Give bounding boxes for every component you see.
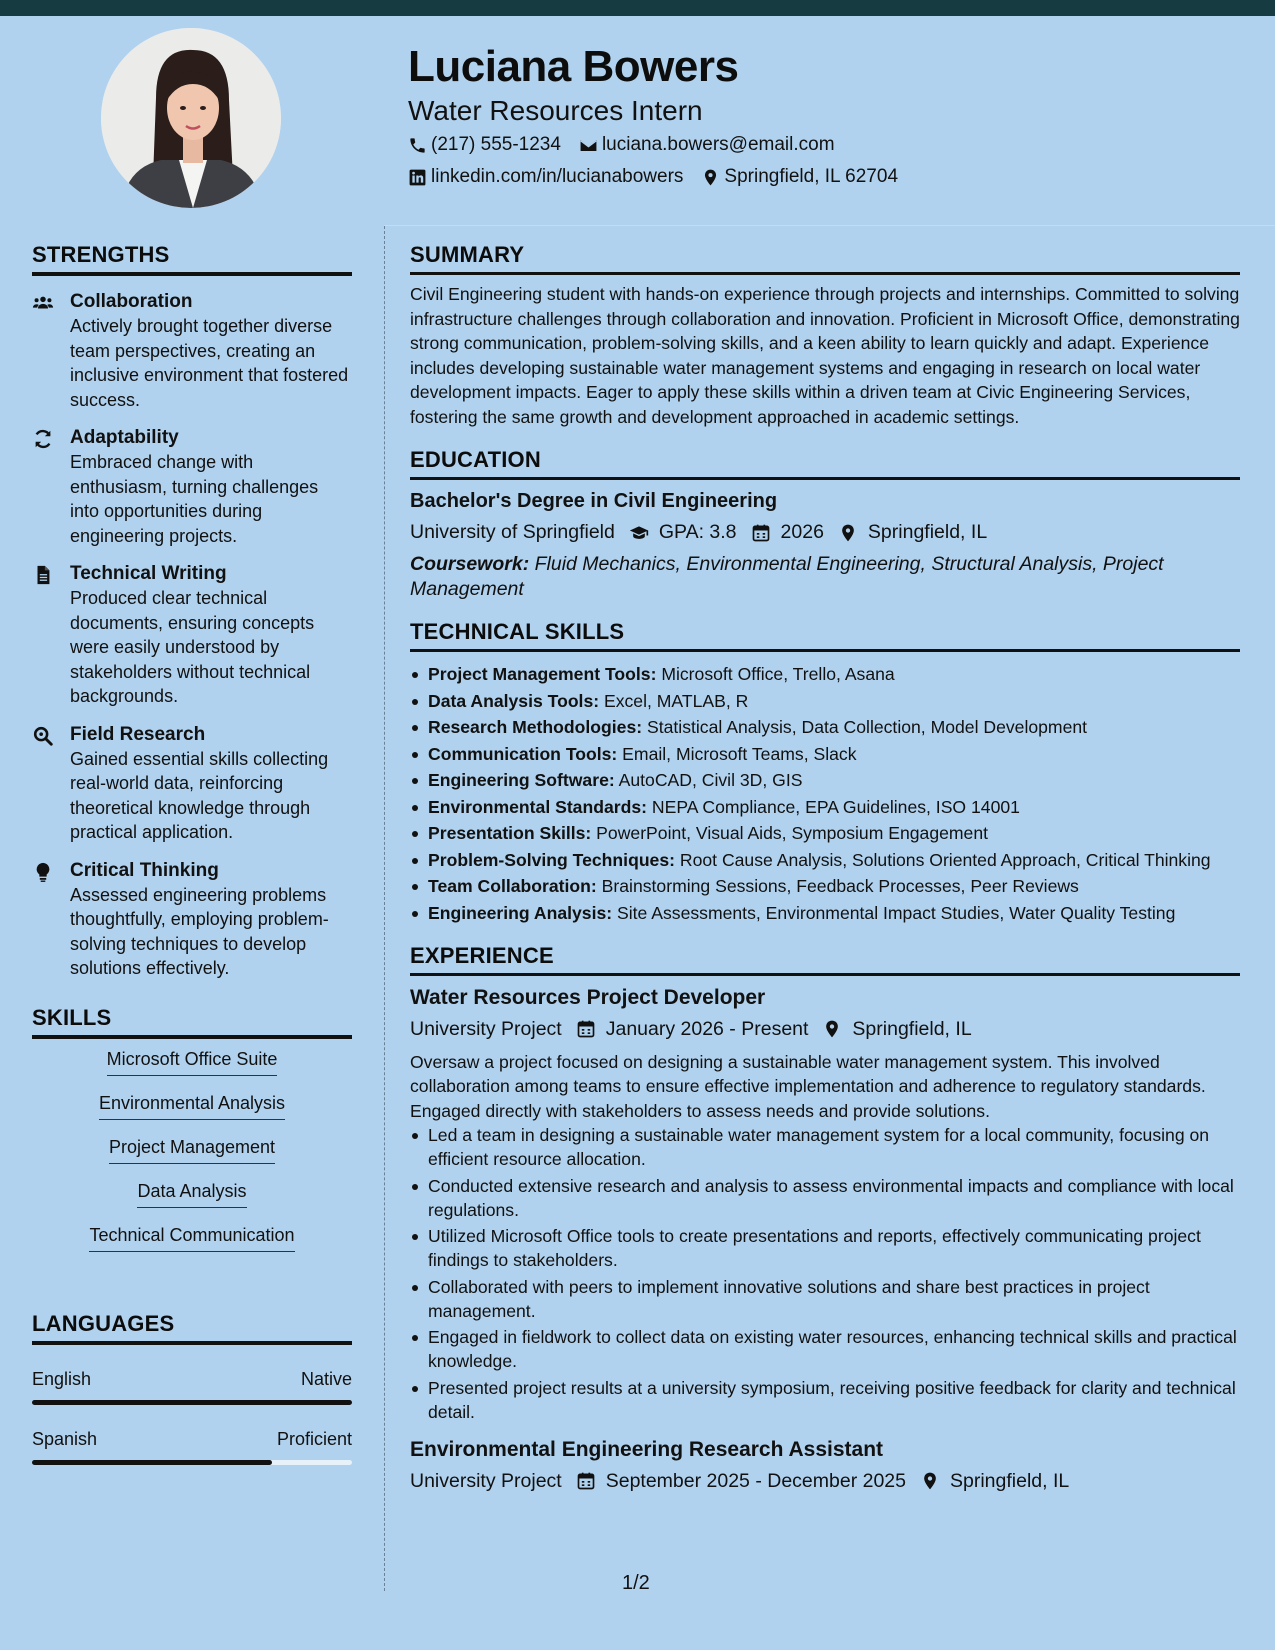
strength-title: Collaboration (70, 291, 193, 312)
skill-value: Excel, MATLAB, R (599, 690, 749, 711)
coursework (410, 552, 1240, 601)
list-item: Presented project results at a university symposium, receiving positive feedback for clarity and technical detail. (410, 1376, 1240, 1424)
strength-desc: Assessed engineering problems thoughtfully, employing problem-solving techniques to develop solutions effectively. (70, 884, 329, 978)
contact-row-1 (408, 134, 853, 156)
list-item (410, 768, 1240, 792)
phone-contact[interactable] (408, 134, 561, 156)
map-pin-icon (838, 523, 858, 543)
top-bar (0, 0, 1275, 16)
job-org: University Project (410, 1017, 562, 1040)
skill-label: Team Collaboration: (428, 876, 597, 896)
graduation-cap-icon (629, 523, 649, 543)
job-org: University Project (410, 1469, 562, 1492)
language-row (32, 1369, 352, 1390)
lightbulb-icon (32, 861, 54, 883)
skill-value: Brainstorming Sessions, Feedback Processes, Peer Reviews (596, 876, 1079, 896)
header-divider (384, 225, 1275, 226)
skill-value: Microsoft Office, Trello, Asana (656, 664, 895, 684)
coursework-list: Fluid Mechanics, Environmental Engineering, Structural Analysis, Project Management (410, 553, 1164, 600)
list-item (410, 689, 1240, 713)
job-title: Environmental Engineering Research Assistant (410, 1437, 884, 1461)
job-dates: September 2025 - December 2025 (605, 1469, 906, 1492)
skill-tag: Data Analysis (137, 1181, 246, 1208)
coursework-label: Coursework: (410, 553, 530, 575)
envelope-icon (579, 136, 598, 155)
job-location: Springfield, IL (949, 1469, 1070, 1492)
list-item (410, 742, 1240, 766)
experience-heading: EXPERIENCE (410, 943, 1240, 976)
skill-value: Site Assessments, Environmental Impact Studies, Water Quality Testing (612, 902, 1176, 923)
strength-desc: Embraced change with enthusiasm, turning challenges into opportunities during engineering projects. (70, 452, 319, 546)
sync-icon (32, 428, 54, 450)
list-item (410, 901, 1240, 925)
skill-value: NEPA Compliance, EPA Guidelines, ISO 14001 (647, 796, 1020, 817)
skill-label: Project Management Tools: (428, 664, 657, 684)
skill-label: Research Methodologies: (428, 717, 643, 737)
candidate-title: Water Resources Intern (408, 95, 703, 126)
location-contact (701, 166, 898, 188)
language-level: Native (300, 1368, 352, 1389)
language-bar (32, 1460, 352, 1465)
calendar-icon (751, 523, 771, 543)
page-number: 1/2 (622, 1572, 650, 1594)
list-item: Led a team in designing a sustainable water management system for a local community, focusing on efficient resource allocation. (410, 1123, 1240, 1171)
skill-value: Statistical Analysis, Data Collection, Model Development (642, 717, 1088, 737)
list-item (410, 715, 1240, 739)
gpa: GPA: 3.8 (658, 521, 737, 543)
strength-item (32, 859, 352, 981)
skill-value: Root Cause Analysis, Solutions Oriented Approach, Critical Thinking (675, 849, 1211, 870)
strength-item (32, 290, 352, 412)
skill-label: Engineering Software: (428, 770, 615, 790)
language-row (32, 1429, 352, 1450)
map-pin-icon (701, 168, 720, 187)
skill-tag: Technical Communication (89, 1225, 294, 1252)
job-bullets (410, 1123, 1240, 1424)
skill-tag: Environmental Analysis (99, 1093, 285, 1120)
profile-photo (101, 28, 281, 208)
strength-title: Critical Thinking (70, 859, 219, 881)
skill-value: Email, Microsoft Teams, Slack (617, 743, 857, 764)
school-name: University of Springfield (410, 521, 615, 543)
list-item: Engaged in fieldwork to collect data on existing water resources, enhancing technical skills and practical knowledge. (410, 1325, 1240, 1373)
email-contact[interactable] (579, 134, 835, 156)
right-column (410, 242, 1240, 1493)
skill-list (32, 1049, 352, 1269)
language-bar-fill (32, 1460, 272, 1465)
map-pin-icon (822, 1019, 842, 1039)
strength-desc: Actively brought together diverse team perspectives, creating an inclusive environment that fostered success. (70, 316, 349, 410)
list-item (410, 874, 1240, 898)
email-text: luciana.bowers@email.com (601, 134, 835, 155)
skill-label: Communication Tools: (428, 743, 618, 764)
linkedin-contact[interactable] (408, 166, 683, 188)
language-bar-fill (32, 1400, 352, 1405)
contact-row-2 (408, 166, 916, 188)
skill-label: Engineering Analysis: (428, 902, 613, 923)
summary-text: Civil Engineering student with hands-on experience through projects and internships. Committed to solving infrastructure challenges through collaboration and innovation. Proficient in Microsoft Office, demonstrating strong communication, problem-solving skills, and a keen ability to learn quickly and adapt. Experience includes developing sustainable water management systems and engaging in research on local water development impacts. Eager to apply these skills within a driven team at Civic Engineering Services, fostering the same growth and development approached in academic settings. (410, 284, 1240, 427)
language-name: English (32, 1368, 92, 1389)
skill-label: Data Analysis Tools: (428, 690, 600, 711)
strength-item (32, 723, 352, 845)
candidate-name: Luciana Bowers (408, 42, 739, 91)
left-column (32, 242, 352, 1465)
language-name: Spanish (32, 1428, 98, 1449)
graduation-year: 2026 (780, 521, 824, 543)
job-meta (410, 1470, 1240, 1493)
strength-item (32, 562, 352, 709)
strength-title: Adaptability (70, 427, 179, 448)
calendar-icon (576, 1019, 596, 1039)
strength-title: Field Research (70, 723, 206, 745)
calendar-icon (576, 1471, 596, 1491)
skill-label: Presentation Skills: (428, 823, 592, 843)
job-description: Oversaw a project focused on designing a sustainable water management system. This involved collaboration among teams to ensure effective implementation and adherence to regulatory standards. Engaged directly with stakeholders to assess needs and provide solutions. (410, 1051, 1206, 1121)
column-divider (384, 226, 385, 1591)
technical-skills-heading: TECHNICAL SKILLS (410, 619, 1240, 652)
education-meta (410, 521, 1240, 544)
languages-heading: LANGUAGES (32, 1311, 352, 1345)
phone-text: (217) 555-1234 (431, 134, 561, 155)
technical-skills-list (410, 662, 1240, 925)
search-icon (32, 725, 54, 747)
education-heading: EDUCATION (410, 447, 1240, 480)
skill-tag: Microsoft Office Suite (107, 1049, 278, 1076)
list-item (410, 848, 1240, 872)
skill-value: AutoCAD, Civil 3D, GIS (614, 770, 803, 790)
list-item: Collaborated with peers to implement innovative solutions and share best practices in project management. (410, 1275, 1240, 1323)
summary-heading: SUMMARY (410, 242, 1240, 275)
skill-label: Problem-Solving Techniques: (428, 849, 675, 870)
skills-heading: SKILLS (32, 1005, 352, 1039)
skill-tag: Project Management (109, 1137, 275, 1164)
list-item (410, 662, 1240, 686)
list-item: Utilized Microsoft Office tools to create presentations and reports, effectively communicating project findings to stakeholders. (410, 1224, 1240, 1272)
strength-item (32, 426, 352, 548)
location-text: Springfield, IL 62704 (724, 166, 899, 187)
document-icon (32, 564, 54, 586)
job-location: Springfield, IL (852, 1017, 972, 1040)
language-level: Proficient (276, 1428, 352, 1449)
linkedin-icon (408, 168, 427, 187)
list-item (410, 821, 1240, 845)
list-item: Conducted extensive research and analysis to assess environmental impacts and compliance with local regulations. (410, 1174, 1240, 1222)
strength-desc: Gained essential skills collecting real-world data, reinforcing theoretical knowledge through practical application. (70, 748, 329, 842)
list-item (410, 795, 1240, 819)
skill-label: Environmental Standards: (428, 796, 647, 817)
linkedin-text: linkedin.com/in/lucianabowers (431, 166, 684, 187)
job-meta (410, 1018, 1240, 1041)
users-icon (32, 292, 54, 314)
map-pin-icon (920, 1471, 940, 1491)
job-dates: January 2026 - Present (605, 1017, 809, 1040)
skill-value: PowerPoint, Visual Aids, Symposium Engagement (591, 823, 989, 843)
strength-desc: Produced clear technical documents, ensuring concepts were easily understood by stakeholders without technical backgrounds. (70, 588, 315, 706)
job-title: Water Resources Project Developer (410, 985, 766, 1009)
phone-icon (408, 136, 427, 155)
strength-title: Technical Writing (70, 563, 227, 584)
degree-title: Bachelor's Degree in Civil Engineering (410, 490, 778, 512)
strengths-heading: STRENGTHS (32, 242, 352, 276)
language-bar (32, 1400, 352, 1405)
school-location: Springfield, IL (867, 521, 988, 543)
